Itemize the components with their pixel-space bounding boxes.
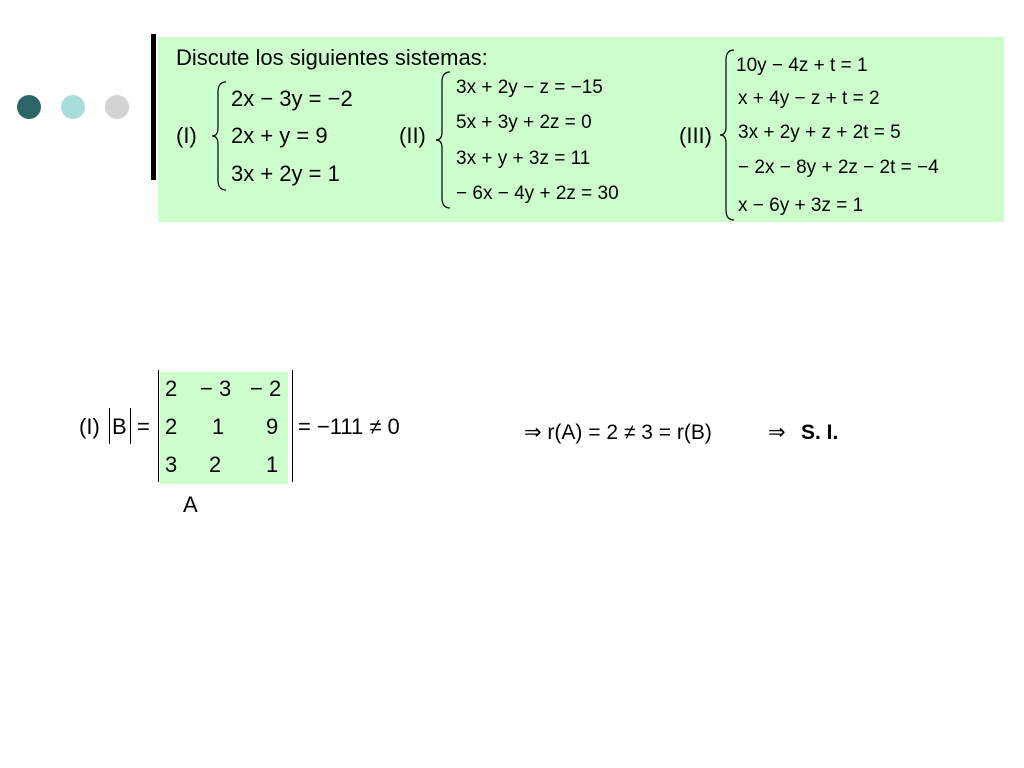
system-iii-eq-4: − 2x − 8y + 2z − 2t = −4 bbox=[738, 157, 939, 178]
matrix-cell-r2c1: 2 bbox=[165, 414, 178, 439]
problem-heading: Discute los siguientes sistemas: bbox=[176, 45, 488, 70]
matrix-cell-r3c3: 1 bbox=[266, 452, 279, 477]
system-ii-eq-1: 3x + 2y − z = −15 bbox=[456, 77, 603, 98]
solution-label: (I) bbox=[79, 414, 100, 439]
matrix-cell-r1c1: 2 bbox=[165, 376, 178, 401]
system-ii-eq-3: 3x + y + 3z = 11 bbox=[456, 148, 591, 169]
determinant-result: = −111 ≠ 0 bbox=[298, 414, 400, 439]
det-b-bar-right bbox=[130, 408, 131, 444]
matrix-bar-left bbox=[158, 370, 159, 482]
matrix-cell-r3c1: 3 bbox=[165, 452, 178, 477]
system-label-ii: (II) bbox=[399, 123, 426, 148]
matrix-cell-r2c2: 1 bbox=[212, 414, 225, 439]
system-brace-i bbox=[210, 80, 228, 192]
system-ii-eq-2: 5x + 3y + 2z = 0 bbox=[456, 112, 592, 133]
submatrix-a-label: A bbox=[183, 492, 198, 517]
matrix-bar-right bbox=[292, 370, 293, 482]
system-label-iii: (III) bbox=[679, 123, 712, 148]
system-iii-eq-3: 3x + 2y + z + 2t = 5 bbox=[738, 122, 901, 143]
implies-arrow: ⇒ bbox=[768, 421, 786, 444]
system-i-eq-2: 2x + y = 9 bbox=[231, 123, 328, 148]
system-iii-eq-2: x + 4y − z + t = 2 bbox=[738, 88, 880, 109]
system-iii-eq-5: x − 6y + 3z = 1 bbox=[738, 195, 864, 216]
system-i-eq-3: 3x + 2y = 1 bbox=[231, 161, 340, 186]
matrix-cell-r1c2: − 3 bbox=[200, 376, 232, 401]
title-accent-bar bbox=[151, 34, 156, 180]
decor-dot-mid bbox=[61, 95, 85, 119]
matrix-cell-r1c3: − 2 bbox=[250, 376, 282, 401]
matrix-cell-r2c3: 9 bbox=[266, 414, 279, 439]
system-i-eq-1: 2x − 3y = −2 bbox=[231, 86, 353, 111]
matrix-cell-r3c2: 2 bbox=[209, 452, 222, 477]
system-iii-eq-1: 10y − 4z + t = 1 bbox=[736, 55, 868, 76]
rank-conclusion: ⇒ r(A) = 2 ≠ 3 = r(B) bbox=[524, 421, 712, 444]
system-verdict: S. I. bbox=[801, 421, 839, 444]
decor-dot-dark bbox=[17, 95, 41, 119]
system-ii-eq-4: − 6x − 4y + 2z = 30 bbox=[456, 183, 619, 204]
det-b-bar-left bbox=[109, 408, 110, 444]
system-brace-iii bbox=[718, 48, 736, 222]
system-brace-ii bbox=[434, 70, 452, 210]
det-b-symbol: B bbox=[112, 414, 127, 439]
system-label-i: (I) bbox=[176, 123, 197, 148]
det-equals-sign: = bbox=[137, 414, 150, 439]
decor-dot-light bbox=[105, 95, 129, 119]
